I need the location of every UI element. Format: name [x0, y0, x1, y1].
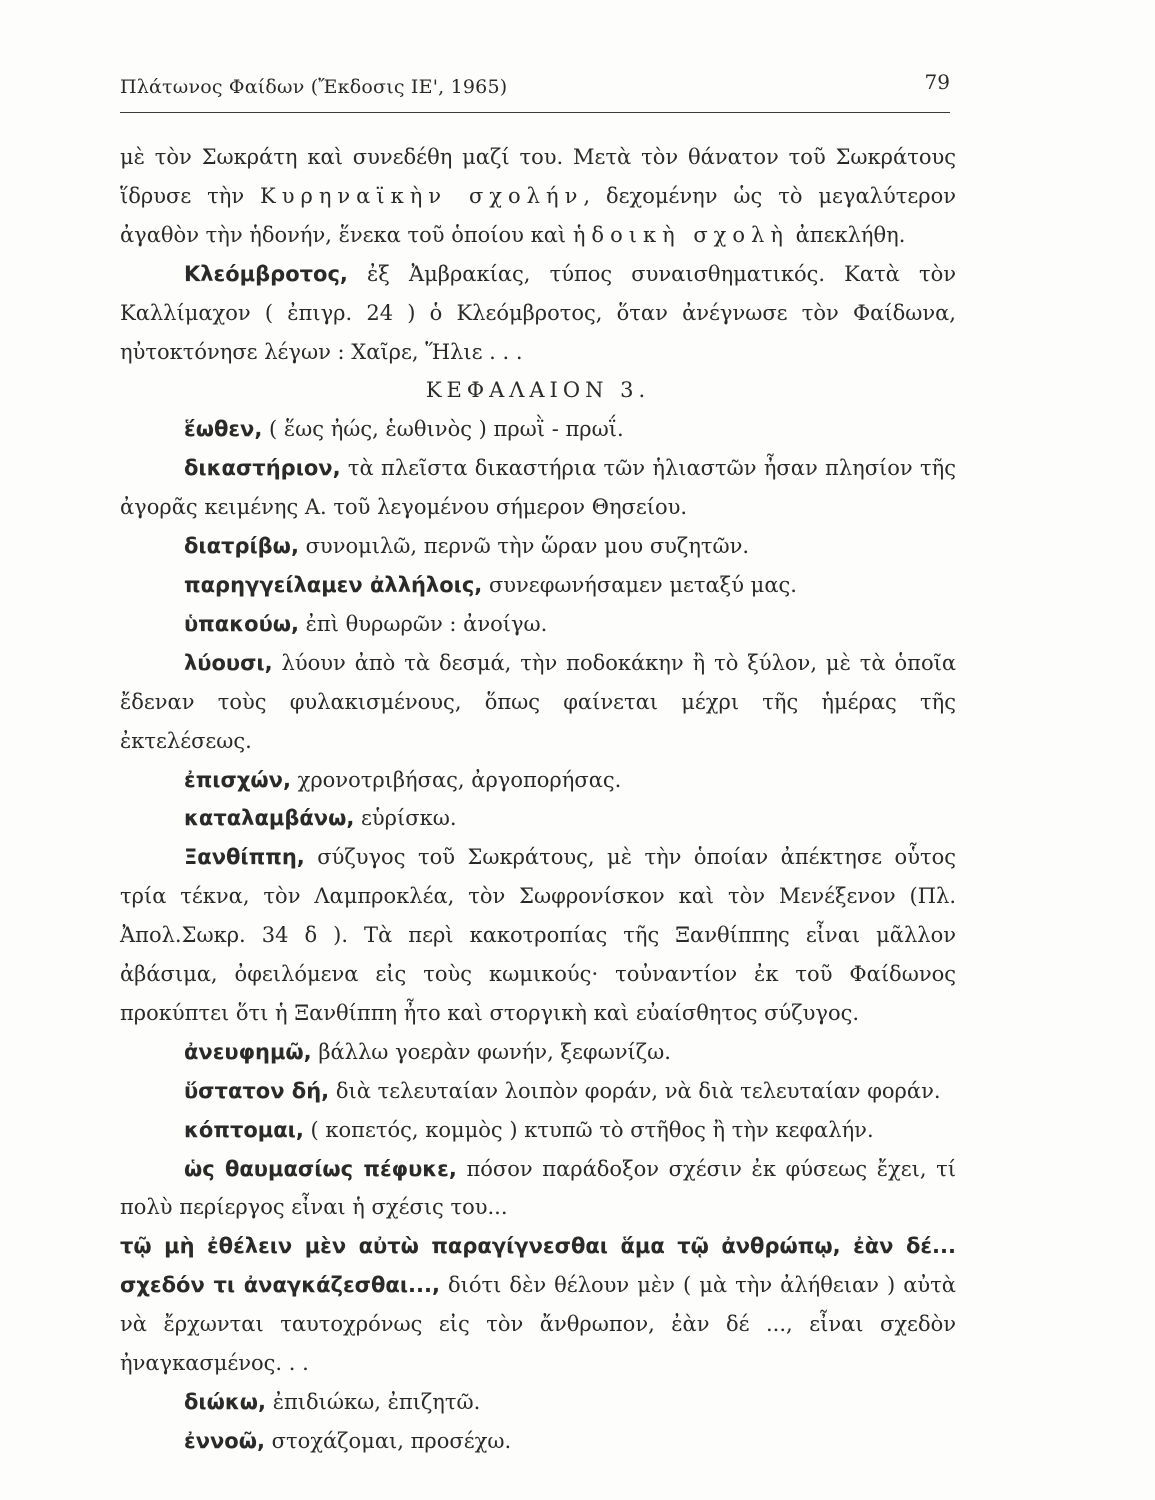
- definition-text: , δεχομένην ὡς τὸ μεγαλύτερον ἀγαθὸν τὴν ἡδονήν, ἕνεκα τοῦ ὁποίου καὶ: [120, 183, 956, 247]
- definition-text: στοχάζομαι, προσέχω.: [264, 1428, 512, 1453]
- glossary-term: διώκω,: [184, 1390, 267, 1414]
- page-number: 79: [924, 70, 950, 94]
- glossary-term: λύουσι,: [184, 650, 273, 675]
- definition-text: συνομιλῶ, περνῶ τὴν ὥραν μου συζητῶν.: [298, 534, 750, 559]
- glossary-entry: [120, 605, 956, 644]
- glossary-term: ἐπισχών,: [184, 767, 291, 792]
- definition-text: πόσον παράδοξον σχέσιν ἐκ φύσεως ἔχει, τί πολὺ περίεργος εἶναι ἡ σχέσις του...: [120, 1156, 956, 1220]
- glossary-term: διατρίβω,: [184, 534, 299, 559]
- glossary-entry: [120, 410, 956, 449]
- definition-text: ( ἕως ἠώς, ἑωθινὸς ) πρωῒ - πρωΐ.: [262, 417, 624, 442]
- glossary-term: κόπτομαι,: [184, 1117, 304, 1142]
- spaced-emphasis: ἡδοικὴ σχολὴ: [572, 222, 789, 247]
- glossary-entry: [120, 255, 956, 372]
- section-heading: ΚΕΦΑΛΑΙΟΝ 3.: [425, 378, 651, 403]
- definition-text: διότι δὲν θέλουν μὲν ( μὰ τὴν ἀλήθειαν ) αὐτὰ νὰ ἔρχωνται ταυτοχρόνως εἰς τὸν ἄνθρωπον, ἐὰν δέ ..., εἶναι σχεδὸν ἠναγκασμένος. . .: [120, 1273, 956, 1376]
- running-title: Πλάτωνος Φαίδων (Ἔκδοσις ΙΕ', 1965): [120, 76, 508, 98]
- definition-text: χρονοτριβήσας, ἀργοπορήσας.: [290, 767, 622, 792]
- definition-text: μὲ τὸν Σωκράτη καὶ συνεδέθη μαζί του. Μετὰ τὸν θάνατον τοῦ Σωκράτους ἵδρυσε τὴν: [120, 145, 956, 208]
- glossary-entry: [120, 644, 956, 761]
- glossary-term: ὑπακούω,: [184, 611, 299, 636]
- definition-text: βάλλω γοερὰν φωνήν, ξεφωνίζω.: [311, 1039, 671, 1064]
- glossary-term: ἕωθεν,: [184, 417, 263, 442]
- definition-text: ἐπιδιώκω, ἐπιζητῶ.: [266, 1390, 481, 1414]
- spaced-emphasis: Κυρηναϊκὴν σχολήν: [260, 183, 584, 208]
- glossary-entry: [120, 1072, 956, 1111]
- glossary-entry: [120, 1422, 956, 1461]
- page-body: [120, 138, 956, 1461]
- glossary-term: τῷ μὴ ἐθέλειν μὲν αὐτὼ παραγίγνεσθαι ἅμα τῷ ἀνθρώπῳ, ἐὰν δέ... σχεδόν τι ἀναγκάζεσθαι...,: [120, 1234, 956, 1298]
- definition-text: ( κοπετός, κομμὸς ) κτυπῶ τὸ στῆθος ἢ τὴν κεφαλήν.: [303, 1117, 874, 1142]
- definition-text: λύουν ἀπὸ τὰ δεσμά, τὴν ποδοκάκην ἢ τὸ ξύλον, μὲ τὰ ὁποῖα ἔδεναν τοὺς φυλακισμένους, ὅπως φαίνεται μέχρι τῆς ἡμέρας τῆς ἐκτελέσεως.: [120, 650, 956, 753]
- glossary-term: παρηγγείλαμεν ἀλλήλοις,: [184, 572, 483, 597]
- glossary-entry: [120, 761, 956, 800]
- glossary-entry: [120, 1227, 956, 1383]
- glossary-entry: [120, 1111, 956, 1150]
- glossary-term: ἀνευφημῶ,: [184, 1039, 312, 1064]
- glossary-entry: [120, 1033, 956, 1072]
- running-header: [120, 70, 950, 113]
- glossary-entry: [120, 527, 956, 566]
- glossary-term: ἐννοῶ,: [184, 1428, 265, 1453]
- glossary-term: ὡς θαυμασίως πέφυκε,: [184, 1156, 457, 1181]
- glossary-term: δικαστήριον,: [184, 456, 341, 481]
- definition-text: ἐπὶ θυρωρῶν : ἀνοίγω.: [298, 611, 548, 636]
- definition-text: ἐξ Ἀμβρακίας, τύπος συναισθηματικός. Κατὰ τὸν Καλλίμαχον ( ἐπιγρ. 24 ) ὁ Κλεόμβροτος, ὅταν ἀνέγνωσε τὸν Φαίδωνα, ηὐτοκτόνησε λέγων : Χαῖρε, Ἥλιε . . .: [120, 261, 956, 364]
- glossary-entry: [120, 566, 956, 605]
- definition-text: εὑρίσκω.: [354, 806, 457, 831]
- glossary-term: ὕστατον δή,: [184, 1078, 330, 1103]
- glossary-term: Ξανθίππη,: [184, 845, 305, 870]
- definition-text: τὰ πλεῖστα δικαστήρια τῶν ἡλιαστῶν ἦσαν πλησίον τῆς ἀγορᾶς κειμένης Α. τοῦ λεγομένου σήμερον Θησείου.: [120, 456, 956, 520]
- definition-text: διὰ τελευταίαν λοιπὸν φοράν, νὰ διὰ τελευταίαν φοράν.: [329, 1078, 941, 1103]
- glossary-entry: [120, 449, 956, 527]
- glossary-term: Κλεόμβροτος,: [184, 261, 348, 286]
- definition-text: σύζυγος τοῦ Σωκράτους, μὲ τὴν ὁποίαν ἀπέκτησε οὗτος τρία τέκνα, τὸν Λαμπροκλέα, τὸν Σωφρονίσκον καὶ τὸν Μενέξενον (Πλ. Ἀπολ.Σωκρ. 34 δ ). Τὰ περὶ κακοτροπίας τῆς Ξανθίππης εἶναι μᾶλλον ἀβάσιμα, ὀφειλόμενα εἰς τοὺς κωμικούς· τοὐναντίον ἐκ τοῦ Φαίδωνος προκύπτει ὅτι ἡ Ξανθίππη ἦτο καὶ στοργικὴ καὶ εὐαίσθητος σύζυγος.: [120, 845, 956, 1025]
- continued-paragraph: [120, 138, 956, 255]
- glossary-entry: [120, 1150, 956, 1228]
- glossary-term: καταλαμβάνω,: [184, 806, 355, 831]
- glossary-entry: [120, 1383, 956, 1422]
- glossary-entry: [120, 838, 956, 1033]
- definition-text: ἀπεκλήθη.: [788, 222, 906, 247]
- definition-text: συνεφωνήσαμεν μεταξύ μας.: [482, 572, 797, 597]
- glossary-entry: [120, 799, 956, 838]
